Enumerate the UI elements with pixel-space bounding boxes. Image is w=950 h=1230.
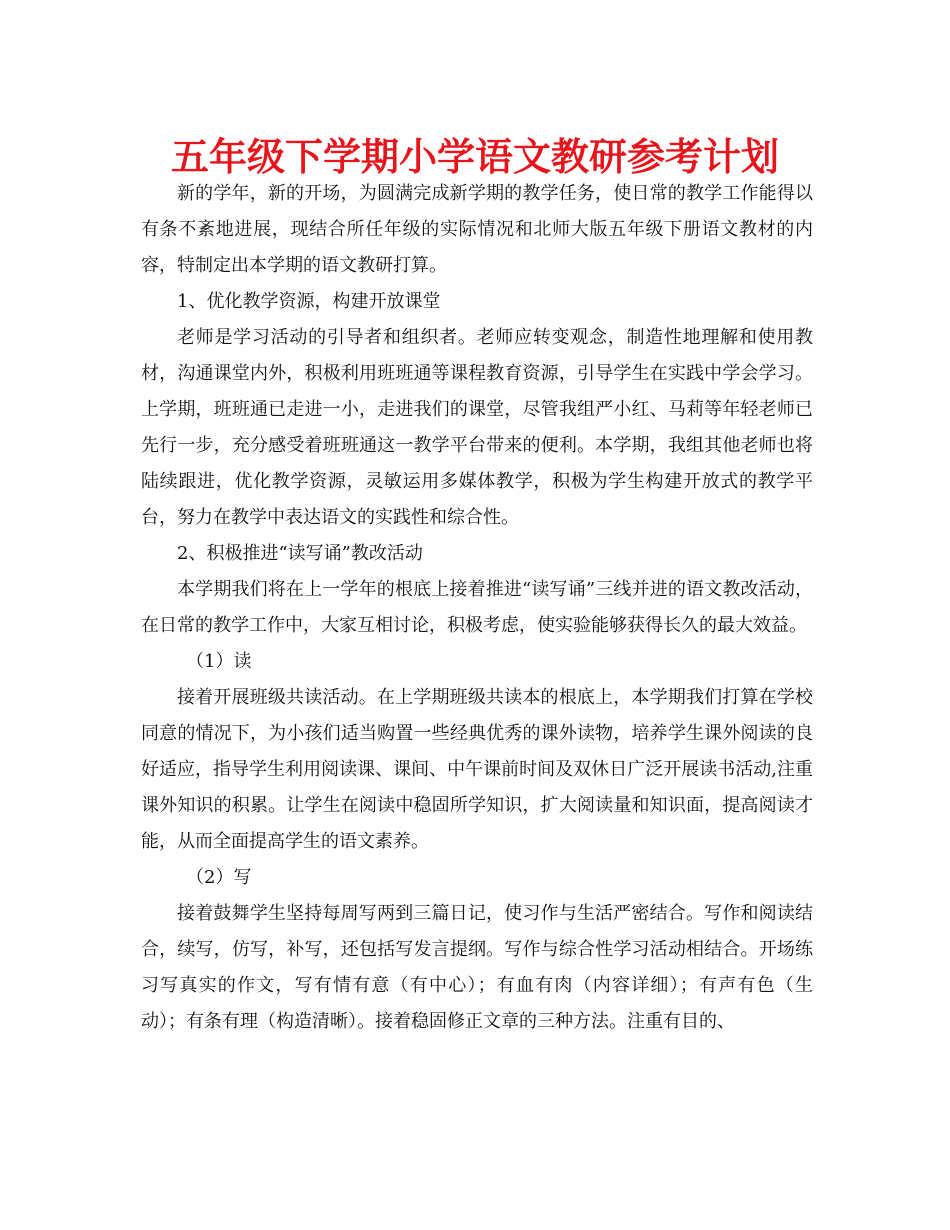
paragraph-intro: 新的学年，新的开场，为圆满完成新学期的教学任务，使日常的教学工作能得以有条不紊地进展，现结合所任年级的实际情况和北师大版五年级下册语文教材的内容，特制定出本学期的语文教研打算。 <box>141 183 813 276</box>
paragraph-read: 接着开展班级共读活动。在上学期班级共读本的根底上，本学期我们打算在学校同意的情况下，为小孩们适当购置一些经典优秀的课外读物，培养学生课外阅读的良好适应，指导学生利用阅读课、课间、中午课前时间及双休日广泛开展读书活动,注重课外知识的积累。让学生在阅读中稳固所学知识，扩大阅读量和知识面，提高阅读才能，从而全面提高学生的语文素养。 <box>141 687 813 852</box>
subsection-heading-read: （1）读 <box>186 651 252 672</box>
document-title: 五年级下学期小学语文教研参考计划 <box>170 135 779 179</box>
section-heading-1: 1、优化教学资源，构建开放课堂 <box>177 291 441 312</box>
paragraph-write: 接着鼓舞学生坚持每周写两到三篇日记，使习作与生活严密结合。写作和阅读结合，续写，仿写，补写，还包括写发言提纲。写作与综合性学习活动相结合。开场练习写真实的作文，写有情有意（有中心）；有血有肉（内容详细）；有声有色（生动）；有条有理（构造清晰）。接着稳固修正文章的三种方法。注重有目的、 <box>141 903 813 1032</box>
paragraph-section-1: 老师是学习活动的引导者和组织者。老师应转变观念，制造性地理解和使用教材，沟通课堂内外，积极利用班班通等课程教育资源，引导学生在实践中学会学习。上学期，班班通已走进一小，走进我们的课堂，尽管我组严小红、马莉等年轻老师已先行一步，充分感受着班班通这一教学平台带来的便利。本学期，我组其他老师也将陆续跟进，优化教学资源，灵敏运用多媒体教学，积极为学生构建开放式的教学平台，努力在教学中表达语文的实践性和综合性。 <box>141 327 813 528</box>
section-heading-2: 2、积极推进“读写诵”教改活动 <box>177 543 423 564</box>
document-body <box>141 176 813 1040</box>
subsection-heading-write: （2）写 <box>186 867 252 888</box>
paragraph-section-2: 本学期我们将在上一学年的根底上接着推进“读写诵”三线并进的语文教改活动，在日常的教学工作中，大家互相讨论，积极考虑，使实验能够获得长久的最大效益。 <box>141 579 813 636</box>
